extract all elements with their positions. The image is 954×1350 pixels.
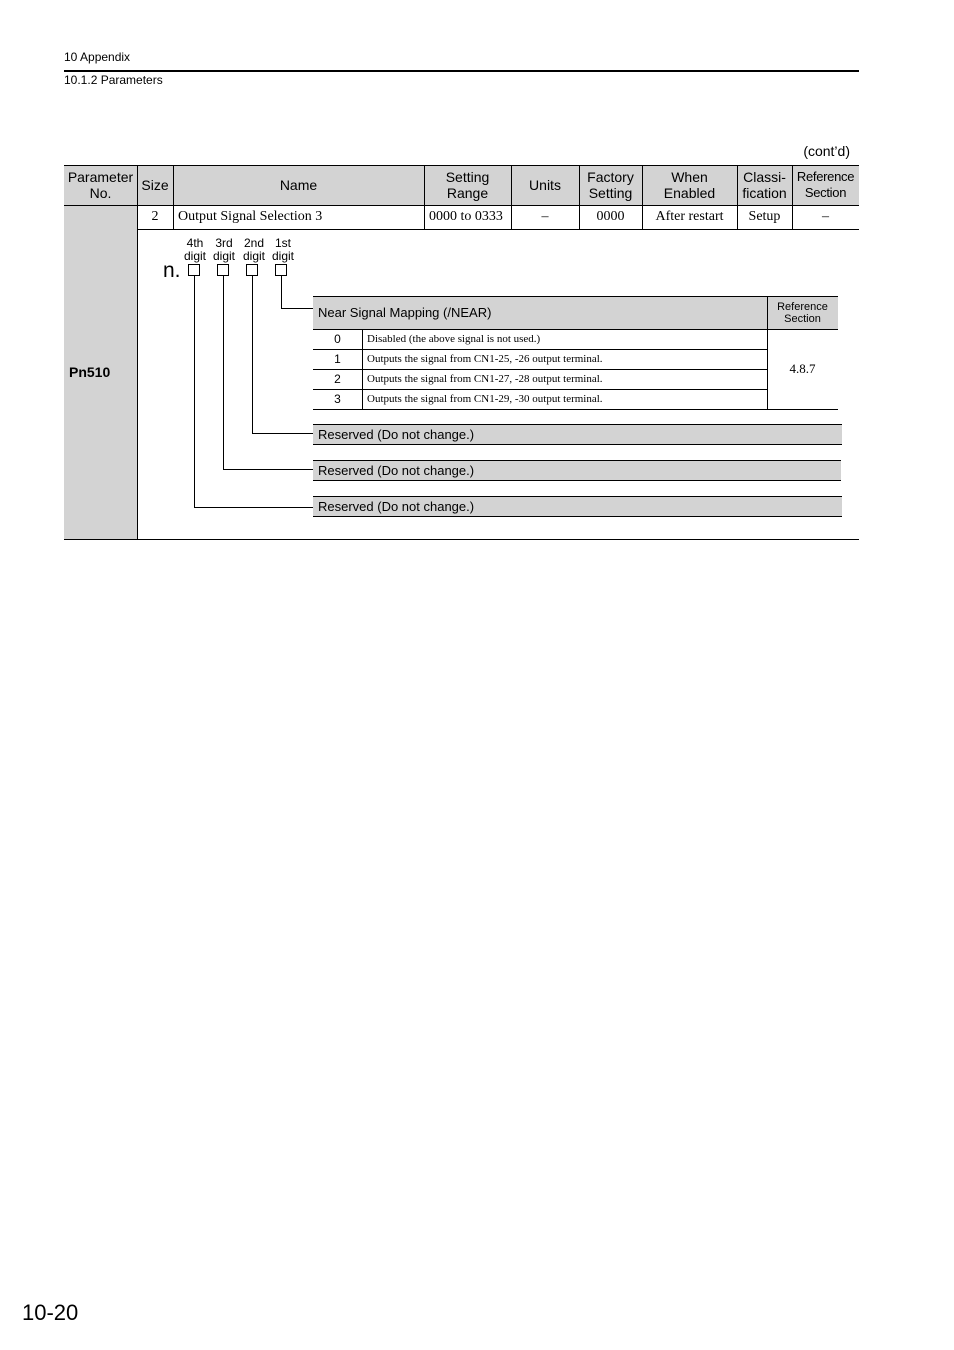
page-number: 10-20 xyxy=(22,1300,79,1325)
digit-label-1st: 1st digit xyxy=(271,236,294,263)
subtable-border xyxy=(767,296,768,409)
option-description: Disabled (the above signal is not used.) xyxy=(367,333,541,345)
digit-label-3rd: 3rd digit xyxy=(212,236,235,263)
digit-label-2nd: 2nd digit xyxy=(242,236,265,263)
classification-value: Setup xyxy=(748,209,781,224)
subtable-border xyxy=(313,409,838,410)
subtable-border xyxy=(313,349,767,350)
reserved-3rd-digit: Reserved (Do not change.) xyxy=(313,460,841,481)
when-enabled-value: After restart xyxy=(655,209,724,224)
digit-prefix: n. xyxy=(163,259,181,282)
subtable-border xyxy=(313,329,838,330)
name-value: Output Signal Selection 3 xyxy=(178,209,323,224)
option-value: 1 xyxy=(334,352,341,366)
col-reference-section: Reference Section xyxy=(792,165,859,205)
section-heading: 10.1.2 Parameters xyxy=(64,73,163,87)
near-signal-reference-value: 4.8.7 xyxy=(789,361,816,376)
option-value: 2 xyxy=(334,372,341,386)
col-name: Name xyxy=(173,165,424,205)
near-signal-reference-header: Reference Section xyxy=(767,296,838,329)
reserved-2nd-digit: Reserved (Do not change.) xyxy=(313,424,842,445)
subtable-border xyxy=(362,329,363,409)
subtable-border xyxy=(313,369,767,370)
setting-range-value: 0000 to 0333 xyxy=(429,209,503,224)
option-value: 3 xyxy=(334,392,341,406)
size-value: 2 xyxy=(151,209,159,224)
factory-setting-value: 0000 xyxy=(596,209,625,224)
parameter-number-cell: Pn510 xyxy=(64,205,137,539)
col-parameter-no: Parameter No. xyxy=(64,165,137,205)
digit-label-4th: 4th digit xyxy=(183,236,206,263)
units-value: – xyxy=(541,209,549,224)
near-signal-title: Near Signal Mapping (/NEAR) xyxy=(313,296,767,329)
option-description: Outputs the signal from CN1-29, -30 output terminal. xyxy=(367,393,603,405)
col-units: Units xyxy=(511,165,579,205)
chapter-heading: 10 Appendix xyxy=(64,50,131,64)
option-description: Outputs the signal from CN1-27, -28 output terminal. xyxy=(367,373,603,385)
reserved-4th-digit: Reserved (Do not change.) xyxy=(313,496,842,517)
option-description: Outputs the signal from CN1-25, -26 output terminal. xyxy=(367,353,603,365)
continued-label: (cont’d) xyxy=(803,143,850,159)
col-classification: Classi- fication xyxy=(737,165,792,205)
col-factory-setting: Factory Setting xyxy=(579,165,642,205)
col-setting-range: Setting Range xyxy=(424,165,511,205)
option-value: 0 xyxy=(334,332,341,346)
subtable-border xyxy=(313,389,767,390)
col-size: Size xyxy=(137,165,173,205)
col-when-enabled: When Enabled xyxy=(642,165,737,205)
reference-section-value: – xyxy=(822,209,829,224)
subtable-border xyxy=(313,296,838,297)
